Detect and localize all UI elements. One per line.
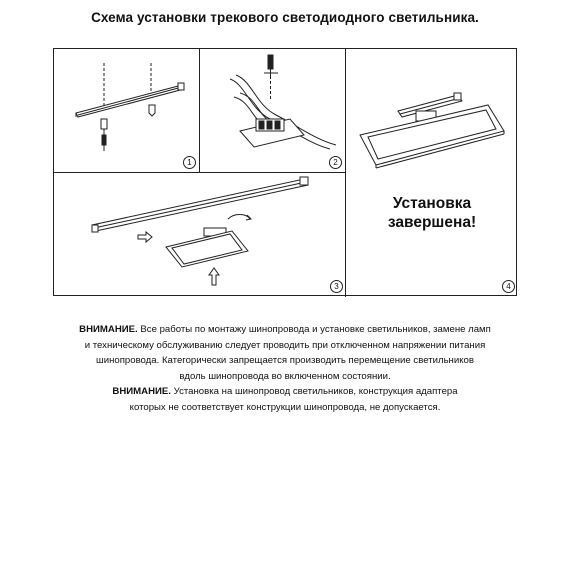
step-2-illustration bbox=[200, 49, 346, 173]
warning-2-line-2: которых не соответствует конструкции шинопровода, не допускается. bbox=[129, 401, 441, 413]
warning-2-label: ВНИМАНИЕ. bbox=[112, 386, 171, 398]
step-1-illustration bbox=[54, 49, 200, 173]
step-3-illustration bbox=[54, 173, 346, 297]
warning-2-line-1: ВНИМАНИЕ. Установка на шинопровод светильников, конструкция адаптера bbox=[112, 386, 458, 398]
page-title: Схема установки трекового светодиодного светильника. bbox=[91, 10, 479, 25]
installation-diagram-grid bbox=[53, 48, 517, 296]
step-3-panel bbox=[54, 173, 346, 297]
step-4-panel bbox=[346, 49, 518, 297]
done-line-1: Установка bbox=[392, 195, 472, 212]
step-number-2: 2 bbox=[329, 156, 342, 169]
warning-1-line-2: и техническому обслуживанию следует проводить при отключенном напряжении питания bbox=[84, 339, 486, 351]
step-number-1: 1 bbox=[183, 156, 196, 169]
warning-1-line-3: шинопровода. Категорически запрещается производить перемещение светильников bbox=[96, 355, 474, 367]
step-number-3: 3 bbox=[330, 280, 343, 293]
step-2-panel bbox=[200, 49, 346, 173]
installation-complete-text bbox=[346, 89, 518, 337]
warning-notes bbox=[30, 322, 540, 416]
done-line-2: завершена! bbox=[387, 214, 477, 231]
step-number-4: 4 bbox=[502, 280, 515, 293]
warning-1-line-1: ВНИМАНИЕ. Все работы по монтажу шинопровода и установке светильников, замене ламп bbox=[79, 324, 491, 335]
warning-1-line-4: вдоль шинопровода во включенном состоянии. bbox=[179, 370, 391, 382]
warning-1-label: ВНИМАНИЕ. bbox=[79, 324, 138, 335]
step-1-panel bbox=[54, 49, 200, 173]
